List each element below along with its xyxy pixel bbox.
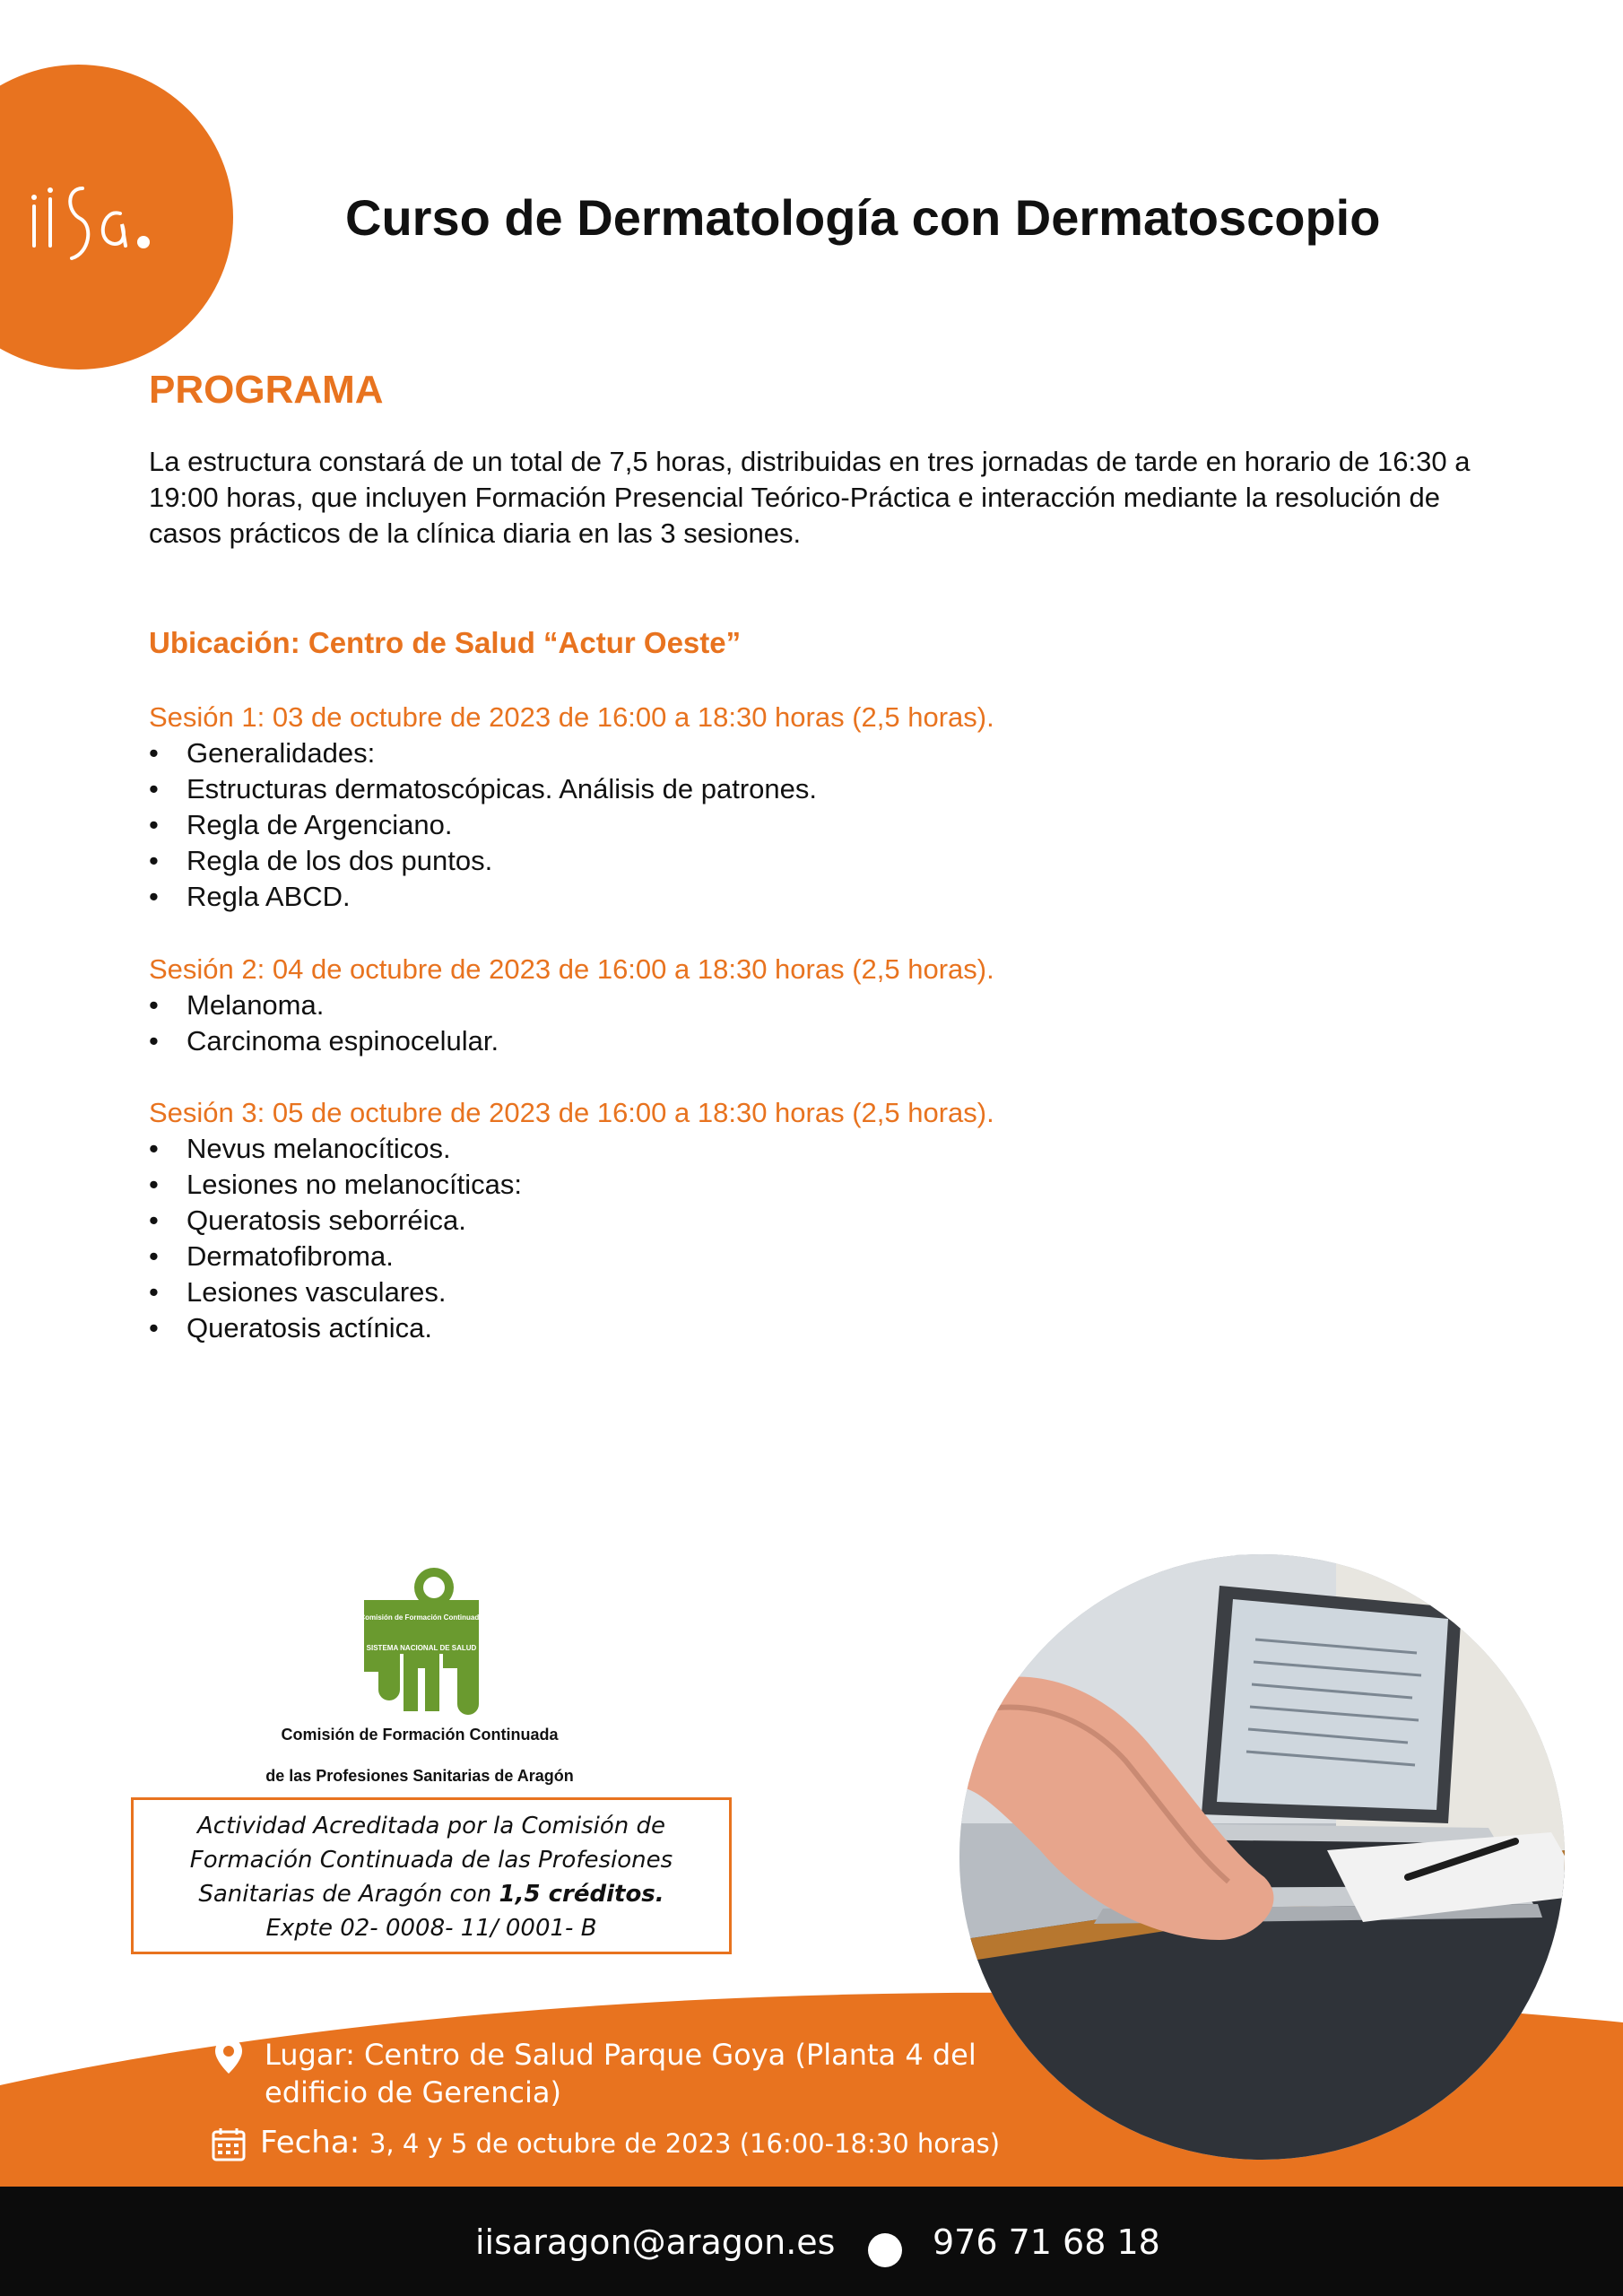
list-item [149,843,1315,879]
list-item [149,807,1315,843]
session-title: Sesión 2: 04 de octubre de 2023 de 16:00 a 18:30 horas (2,5 horas). [149,953,994,985]
cfc-logo-top-text: Comisión de Formación Continuada [360,1613,483,1622]
accreditation-line: Expte 02- 0008- 11/ 0001- B [265,1915,597,1942]
session-1 [149,700,1315,915]
list-item [149,1167,1315,1203]
list-item-text: Nevus melanocíticos. [187,1133,451,1164]
bullet: • [149,1025,159,1057]
footer-email[interactable]: iisaragon@aragon.es [475,2222,836,2262]
date-info [260,2124,1000,2162]
separator-dot [868,2233,902,2267]
laptop-photo [959,1554,1565,2160]
session-title: Sesión 3: 05 de octubre de 2023 de 16:00 a 18:30 horas (2,5 horas). [149,1097,994,1128]
session-2 [149,952,1315,1059]
cfc-logo-bottom-text: SISTEMA NACIONAL DE SALUD [366,1644,477,1652]
cfc-logo [359,1561,484,1722]
bullet: • [149,1276,159,1308]
bullet: • [149,1169,159,1200]
list-item [149,987,1315,1023]
session-title: Sesión 1: 03 de octubre de 2023 de 16:00 a 18:30 horas (2,5 horas). [149,701,994,733]
laptop-photo-illustration [959,1554,1565,2160]
bullet: • [149,881,159,912]
cfc-caption-line2: de las Profesiones Sanitarias de Aragón [265,1767,574,1785]
session-items [149,1131,1315,1346]
bullet: • [149,809,159,840]
accreditation-text: Sanitarias de Aragón con [198,1881,499,1908]
iisa-logo-mark [27,172,152,271]
list-item-text: Estructuras dermatoscópicas. Análisis de patrones. [187,773,818,804]
list-item [149,735,1315,771]
date-label: Fecha: [260,2125,369,2161]
date-value: 3, 4 y 5 de octubre de 2023 (16:00-18:30 horas) [369,2128,1001,2159]
cfc-caption-line1: Comisión de Formación Continuada [281,1726,559,1744]
accreditation-line [134,1877,729,1911]
location-heading: Ubicación: Centro de Salud “Actur Oeste” [149,626,742,659]
calendar-icon [212,2127,246,2161]
bullet: • [149,773,159,804]
list-item-text: Carcinoma espinocelular. [187,1025,499,1057]
accreditation-line: Actividad Acreditada por la Comisión de [197,1813,665,1839]
list-item [149,1131,1315,1167]
footer [0,2187,1623,2296]
list-item [149,1239,1315,1274]
list-item-text: Regla de Argenciano. [187,809,453,840]
bullet: • [149,845,159,876]
list-item [149,1310,1315,1346]
list-item-text: Dermatofibroma. [187,1240,394,1272]
section-heading: PROGRAMA [149,368,384,412]
list-item-text: Regla de los dos puntos. [187,845,493,876]
session-3 [149,1095,1315,1346]
session-items [149,735,1315,915]
bullet: • [149,1205,159,1236]
list-item [149,879,1315,915]
iisa-logo [0,65,233,370]
page-title: Curso de Dermatología con Dermatoscopio [345,189,1381,246]
location-pin-icon [213,2036,244,2075]
accreditation-credits: 1,5 créditos. [499,1881,664,1908]
bullet: • [149,737,159,769]
list-item-text: Queratosis seborréica. [187,1205,466,1236]
bullet: • [149,1240,159,1272]
bullet: • [149,989,159,1021]
list-item-text: Generalidades: [187,737,376,769]
list-item-text: Melanoma. [187,989,325,1021]
list-item-text: Regla ABCD. [187,881,351,912]
bullet: • [149,1133,159,1164]
list-item-text: Lesiones vasculares. [187,1276,447,1308]
list-item [149,1203,1315,1239]
accreditation-box [131,1797,732,1954]
venue-info: Lugar: Centro de Salud Parque Goya (Planta 4 del edificio de Gerencia) [265,2038,976,2109]
list-item-text: Lesiones no melanocíticas: [187,1169,522,1200]
list-item [149,1023,1315,1059]
list-item-text: Queratosis actínica. [187,1312,432,1344]
footer-phone[interactable]: 976 71 68 18 [933,2222,1160,2262]
accreditation-line: Formación Continuada de las Profesiones [189,1847,673,1874]
bullet: • [149,1312,159,1344]
session-items [149,987,1315,1059]
list-item [149,1274,1315,1310]
intro-paragraph: La estructura constará de un total de 7,5 horas, distribuidas en tres jornadas de tarde en horario de 16:30 a 19:00 horas, que incluyen Formación Presencial Teórico-Práctica e interacción mediante la resolución de casos prácticos de la clínica diaria en las 3 sesiones. [149,446,1471,549]
list-item [149,771,1315,807]
